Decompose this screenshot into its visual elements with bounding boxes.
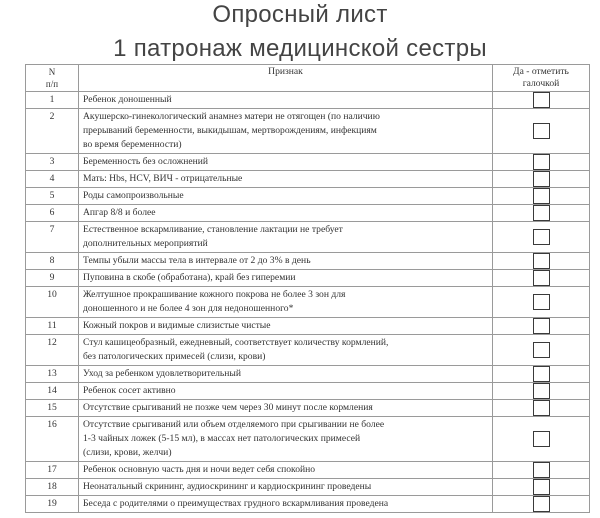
checkbox[interactable] [533,383,550,399]
table-row [26,318,590,335]
header-sign-label: Признак [268,66,303,77]
row-number: 15 [26,400,79,417]
row-check-cell [493,171,590,188]
header-number [26,65,79,92]
table-row [26,253,590,270]
row-sign-text: Ребенок сосет активно [79,383,493,400]
row-check-cell [493,253,590,270]
row-number: 8 [26,253,79,270]
table-row [26,222,590,253]
row-check-cell [493,92,590,109]
row-number: 14 [26,383,79,400]
row-check-cell [493,270,590,287]
row-check-cell [493,222,590,253]
row-sign-text: Ребенок доношенный [79,92,493,109]
row-sign-text: Ребенок основную часть дня и ночи ведет себя спокойно [79,462,493,479]
row-sign-text: Мать: Hbs, HCV, ВИЧ - отрицательные [79,171,493,188]
row-sign-text: Беременность без осложнений [79,154,493,171]
row-check-cell [493,496,590,513]
header-check [493,65,590,92]
checkbox[interactable] [533,253,550,269]
table-row [26,270,590,287]
row-number: 10 [26,287,79,318]
checkbox[interactable] [533,496,550,512]
row-check-cell [493,479,590,496]
row-sign-text: Беседа с родителями о преимуществах грудного вскармливания проведена [79,496,493,513]
row-sign-text: Кожный покров и видимые слизистые чистые [79,318,493,335]
checkbox[interactable] [533,171,550,187]
row-check-cell [493,109,590,154]
checkbox[interactable] [533,294,550,310]
row-sign-text: Роды самопроизвольные [79,188,493,205]
row-sign-text: Желтушное прокрашивание кожного покрова не более 3 зон для доношенного и не более 4 зон для недоношенного* [79,287,493,318]
row-number: 6 [26,205,79,222]
row-number: 2 [26,109,79,154]
row-check-cell [493,188,590,205]
row-number: 16 [26,417,79,462]
row-number: 11 [26,318,79,335]
table-row [26,335,590,366]
table-row [26,496,590,513]
table-row [26,417,590,462]
header-number-label: N п/п [45,67,59,89]
row-sign-text: Пуповина в скобе (обработана), край без гиперемии [79,270,493,287]
table-row [26,366,590,383]
table-row [26,462,590,479]
table-row [26,287,590,318]
row-number: 13 [26,366,79,383]
questionnaire-table [25,64,590,513]
header-sign [79,65,493,92]
page-subtitle: 1 патронаж медицинской сестры [113,35,487,62]
checkbox[interactable] [533,342,550,358]
row-number: 1 [26,92,79,109]
table-row [26,154,590,171]
row-number: 17 [26,462,79,479]
row-sign-text: Отсутствие срыгиваний не позже чем через 30 минут после кормления [79,400,493,417]
checkbox[interactable] [533,462,550,478]
row-number: 7 [26,222,79,253]
row-check-cell [493,318,590,335]
checkbox[interactable] [533,205,550,221]
row-check-cell [493,462,590,479]
table-row [26,205,590,222]
row-number: 3 [26,154,79,171]
row-check-cell [493,205,590,222]
checkbox[interactable] [533,318,550,334]
checkbox[interactable] [533,270,550,286]
row-check-cell [493,366,590,383]
row-sign-text: Естественное вскармливание, становление лактации не требует дополнительных мероприятий [79,222,493,253]
checkbox[interactable] [533,123,550,139]
row-sign-text: Уход за ребенком удовлетворительный [79,366,493,383]
row-sign-text: Темпы убыли массы тела в интервале от 2 до 3% в день [79,253,493,270]
row-check-cell [493,417,590,462]
row-number: 4 [26,171,79,188]
table-row [26,171,590,188]
row-check-cell [493,400,590,417]
row-sign-text: Отсутствие срыгиваний или объем отделяемого при срыгивании не более 1-3 чайных ложек (5-15 мл), в массах нет патологических примесей (слизи, крови, желчи) [79,417,493,462]
checkbox[interactable] [533,431,550,447]
page-title: Опросный лист [212,1,388,28]
table-row [26,479,590,496]
table-row [26,188,590,205]
checkbox[interactable] [533,400,550,416]
row-number: 9 [26,270,79,287]
row-sign-text: Стул кашицеобразный, ежедневный, соответствует количеству кормлений, без патологических примесей (слизи, крови) [79,335,493,366]
checkbox[interactable] [533,229,550,245]
checkbox[interactable] [533,188,550,204]
row-check-cell [493,154,590,171]
row-check-cell [493,335,590,366]
row-number: 5 [26,188,79,205]
row-number: 12 [26,335,79,366]
checkbox[interactable] [533,154,550,170]
row-sign-text: Акушерско-гинекологический анамнез матери не отягощен (по наличию прерываний беременности, выкидышам, мертворождениям, инфекциям во время беременности) [79,109,493,154]
table-row [26,109,590,154]
row-check-cell [493,287,590,318]
table-row [26,400,590,417]
header-check-label: Да - отметить галочкой [513,66,569,89]
row-check-cell [493,383,590,400]
table-header-row [26,65,590,92]
row-sign-text: Апгар 8/8 и более [79,205,493,222]
checkbox[interactable] [533,479,550,495]
row-number: 18 [26,479,79,496]
checkbox[interactable] [533,366,550,382]
row-sign-text: Неонатальный скрининг, аудиоскрининг и кардиоскрининг проведены [79,479,493,496]
row-number: 19 [26,496,79,513]
table-row [26,383,590,400]
table-row [26,92,590,109]
checkbox[interactable] [533,92,550,108]
